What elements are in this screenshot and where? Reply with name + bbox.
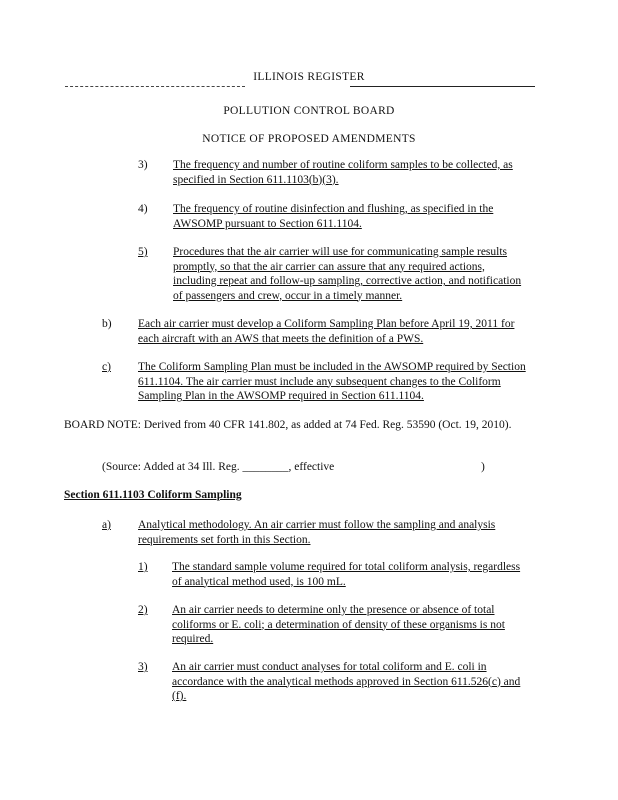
item-b-text: Each air carrier must develop a Coliform Sampling Plan before April 19, 2011 for each aircraft with an AWS that meets the definition of a PWS. <box>138 318 515 345</box>
item-a-number: a) <box>102 519 111 531</box>
register-title: ILLINOIS REGISTER <box>253 71 365 83</box>
board-title: POLLUTION CONTROL BOARD <box>223 105 395 117</box>
source-note: (Source: Added at 34 Ill. Reg. ________, effective <box>102 461 335 473</box>
item-4-number: 4) <box>138 203 148 215</box>
board-note: BOARD NOTE: Derived from 40 CFR 141.802, as added at 74 Fed. Reg. 53590 (Oct. 19, 2010). <box>64 419 512 431</box>
item-a-text: Analytical methodology. An air carrier must follow the sampling and analysis requirements set forth in this Section. <box>138 519 496 546</box>
header-left-rule <box>65 86 245 87</box>
item-5-text: Procedures that the air carrier will use for communicating sample results promptly, so that the air carrier can assure that any required actions, including repeat and follow-up sampling, corrective action, and notification of passengers and crew, occur in a timely manner. <box>173 246 522 302</box>
item-c-number: c) <box>102 361 111 373</box>
section-heading: Section 611.1103 Coliform Sampling <box>64 489 242 501</box>
subitem-1-text: The standard sample volume required for total coliform analysis, regardless of analytical method used, is 100 mL. <box>172 561 521 588</box>
source-note-close: ) <box>481 461 485 473</box>
header-right-rule <box>350 86 535 87</box>
subitem-2-number: 2) <box>138 604 148 616</box>
subitem-3-text: An air carrier must conduct analyses for total coliform and E. coli in accordance with the analytical methods approved in Section 611.526(c) and (f). <box>172 661 521 702</box>
item-3-number: 3) <box>138 159 148 171</box>
item-b-number: b) <box>102 318 112 330</box>
item-4-text: The frequency of routine disinfection and flushing, as specified in the AWSOMP pursuant to Section 611.1104. <box>173 203 494 230</box>
subitem-3-number: 3) <box>138 661 148 673</box>
item-c-text: The Coliform Sampling Plan must be included in the AWSOMP required by Section 611.1104. The air carrier must include any subsequent changes to the Coliform Sampling Plan in the AWSOMP required in Section 611.1104. <box>138 361 526 402</box>
notice-title: NOTICE OF PROPOSED AMENDMENTS <box>202 133 416 145</box>
subitem-2-text: An air carrier needs to determine only the presence or absence of total coliforms or E. coli; a determination of density of these organisms is not required. <box>172 604 505 645</box>
item-5-number: 5) <box>138 246 148 258</box>
subitem-1-number: 1) <box>138 561 148 573</box>
item-3-text: The frequency and number of routine coliform samples to be collected, as specified in Section 611.1103(b)(3). <box>173 159 513 186</box>
